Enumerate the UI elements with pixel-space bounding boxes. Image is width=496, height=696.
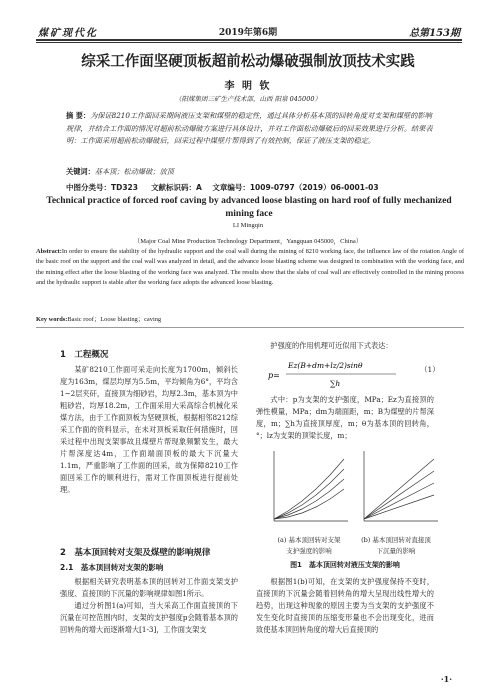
header-rule-thin (36, 42, 462, 43)
affiliation-cn: （阳煤集团三矿生产技术部，山西 阳泉 045000） (175, 95, 321, 103)
figure-1b-plot (364, 451, 438, 521)
figure-1a-caption (266, 535, 352, 557)
figure-1b-caption (352, 535, 440, 557)
right-para3: 根据图1(b)可知，在支架的支护强度保持不变时，直接顶的下沉量会随着回转角的增大呈现出线性增大的趋势，出现这种现象的原因主要为当支架的支护强度不发生变化时直接顶的压缩变形量也不会出现变化，进而致使基本顶回转角度的增大后直接顶的 (256, 577, 434, 634)
right-para1: 护强度的作用机理可近似用下式表达： (270, 341, 393, 350)
section2-para1: 根据相关研究表明基本顶的回转对工作面支架支护强度、直接顶的下沉量的影响规律如图1所示。 (60, 577, 238, 598)
article-number: 文章编号：1009-0797（2019）06-0001-03 (212, 183, 379, 192)
abstract-cn-text: 为保证8210工作面回采期间液压支架和煤壁的稳定性，通过具体分析基本顶的回转角度对支架和煤壁的影响规律，并结合工作面的情况对超前松动爆破方案进行具体设计，并对工作面松动爆破后的回采效果进行分析。结果表明：工作面采用超前松动爆破后，回采过程中煤壁片帮得到了有效控制，保证了液压支架的稳定。 (66, 111, 433, 145)
section2-1-heading: 2.1 基本顶回转对支架的影响 (60, 563, 164, 572)
figure-1b-caption-line1: (b) 基本顶回转对直接顶 (361, 536, 431, 544)
formula-svg (268, 356, 418, 392)
keywords-cn-label: 关键词： (66, 167, 95, 176)
figure-1b-caption-line2: 下沉量的影响 (376, 547, 416, 555)
author-en: LI Mingqin (232, 222, 264, 229)
clc-number: 中图分类号：TD323 (66, 183, 138, 192)
right-para2: 式中：p为支架的支护强度，MPa；Ez为直接顶的弹性模量，MPa；dm为端面距，m；B为煤壁的片帮深度，m；∑h为直接顶厚度，m；θ为基本顶的回转角，°；lz为支架的顶梁长度，m； (256, 395, 434, 440)
classification-row (66, 182, 379, 193)
formula-numerator: Ez(B+dm+lz/2)sinθ (288, 361, 363, 370)
keywords-en-text: Basic roof；Loose blasting；caving (67, 316, 162, 323)
paper-title-en: Technical practice of forced roof caving by advanced loose blasting on hard roof of fully mechanized mining face (46, 196, 452, 219)
section-divider (36, 327, 464, 328)
figure-1 (262, 445, 442, 537)
figure-1-title: 图1 基本顶回转对液压支架的影响 (290, 561, 400, 569)
journal-name: 煤矿现代化 (38, 28, 98, 39)
abstract-cn-label: 摘 要： (66, 111, 91, 120)
abstract-en (36, 247, 464, 289)
formula-1 (268, 356, 418, 394)
abstract-en-text: In order to ensure the stability of the hydraulic support and the coal wall during the mining of 8210 working face, the influence law of the rotation Angle of the basic roof on the support and the coal wall was analyzed in detail, and the advance loose blasting scheme was designed in combination with the working face, and the mining effect after the loose blasting of the working face was analyzed. The results show that the slabs of coal wall are effectively controlled in the mining process and the hydraulic support is stable after the working face adopts the advanced loose blasting. (36, 248, 464, 287)
section1-heading: 1 工程概况 (60, 350, 109, 360)
section2-para2: 通过分析图1(a)可知，当大采高工作面直接顶的下沉量在可控范围内时，支架的支护强度p会随着基本顶的回转角的增大而逐渐增大[1-3]，工作面支架支 (60, 601, 238, 634)
keywords-cn-text: 基本顶；松动爆破；放顶 (94, 167, 174, 176)
figure-1b-line-4 (364, 495, 434, 519)
formula-lhs: p= (268, 371, 280, 380)
figure-1a-caption-line2: 支护强度的影响 (286, 547, 332, 555)
figure-1a-curve-2 (274, 469, 344, 519)
paper-title-cn: 综采工作面坚硬顶板超前松动爆破强制放顶技术实践 (81, 54, 415, 70)
figure-1b-line-1 (364, 459, 434, 519)
keywords-en-label: Key words: (36, 316, 68, 323)
section2-heading: 2 基本顶回转对支架及煤壁的影响规律 (60, 548, 211, 558)
figure-1-plots (262, 445, 442, 533)
author-cn: 李 明 钦 (224, 81, 272, 92)
formula-number: （1） (420, 365, 440, 374)
keywords-en (36, 314, 161, 323)
formula-denominator: ∑h (330, 379, 341, 388)
issue-label: 2019年第6期 (218, 28, 278, 38)
keywords-cn (66, 167, 174, 177)
figure-1a-plot (274, 451, 348, 521)
page-number: ·1· (440, 674, 452, 684)
header-rule (36, 39, 462, 41)
section1-paragraph: 某矿8210工作面可采走向长度为1700m，倾斜长度为163m，煤层均厚为5.5m，平均倾角为6°，平均含1~2层夹矸，直接顶为细砂岩，均厚2.3m，基本顶为中粗砂岩，均厚18.2m，工作面采用大采高综合机械化采煤方法，由于工作面顶板为坚硬顶板，根据相邻8212综采工作面的资料显示，在未对顶板采取任何措施时，回采过程中出现支架事故且煤壁片帮现象频繁发生，最大片帮深度达4m，工作面端面顶板的最大下沉量大1.1m，严重影响了工作面的回采，故为保障8210工作面回采工作的顺利进行，需对工作面顶板进行提前处理。 (60, 365, 238, 494)
abstract-en-label: Abstract: (36, 248, 62, 255)
figure-1b-line-3 (364, 483, 434, 519)
affiliation-en: （Major Coal Mine Production Technology Department，Yangquan 045000，China） (133, 238, 363, 245)
abstract-cn (66, 110, 436, 148)
document-code: 文献标识码：A (151, 183, 202, 192)
figure-1b-line-2 (364, 471, 434, 519)
figure-1a-caption-line1: (a) 基本顶回转对支架 (277, 536, 341, 544)
serial-label: 总第153期 (409, 28, 460, 39)
